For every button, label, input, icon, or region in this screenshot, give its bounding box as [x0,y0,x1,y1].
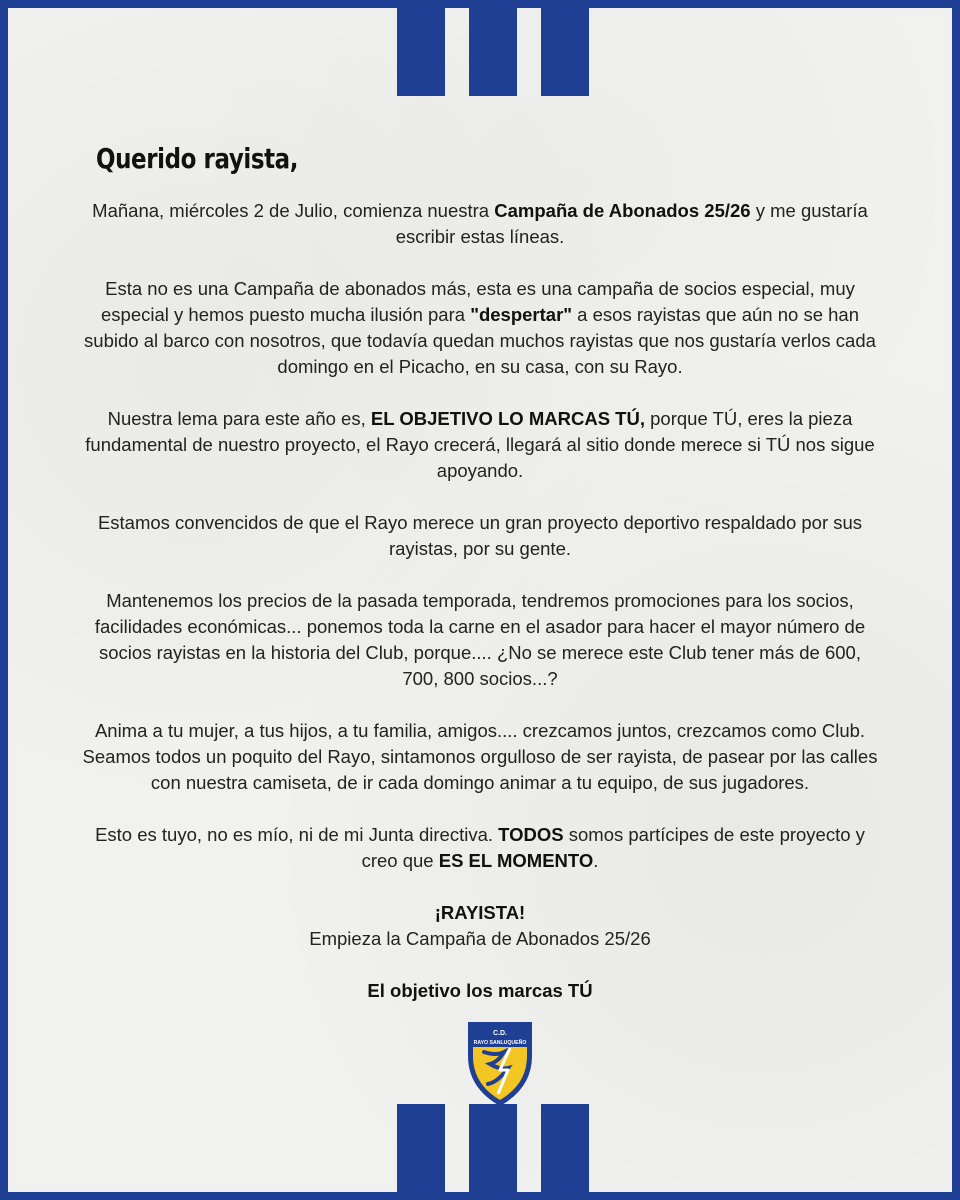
stripe [397,1104,445,1192]
text: y me gustaría escribir estas líneas. [395,200,868,247]
stripe [469,8,517,96]
bottom-stripes [397,1104,589,1192]
stripe [541,8,589,96]
text: porque TÚ, eres la pieza fundamental de nuestro proyecto, el Rayo crecerá, llegará al sitio donde merece si TÚ nos sigue apoyando. [85,408,875,481]
paragraph-prices: Mantenemos los precios de la pasada temporada, tendremos promociones para los socios, facilidades económicas... ponemos toda la carne en el asador para hacer el mayor número de socios rayistas en la historia del Club, porque.... ¿No se merece este Club tener más de 600, 700, 800 socios...? [94,590,866,689]
bold-text: Campaña de Abonados 25/26 [494,200,751,221]
bold-text: "despertar" [470,304,573,325]
paragraph-campaign [80,276,880,380]
paragraph-encourage: Anima a tu mujer, a tus hijos, a tu familia, amigos.... crezcamos juntos, crezcamos como Club. Seamos todos un poquito del Rayo, sintamonos orgulloso de ser rayista, de pasear por las calles con nuestra camiseta, de ir cada domingo animar a tu equipo, de sus jugadores. [82,720,878,793]
top-stripes [397,8,589,96]
stripe [469,1104,517,1192]
letter-body [80,198,880,1030]
stripe [397,8,445,96]
stripe [541,1104,589,1192]
crest-name-text: RAYO SANLUQUEÑO [473,1040,527,1046]
paragraph-convinced: Estamos convencidos de que el Rayo merece un gran proyecto deportivo respaldado por sus rayistas, por su gente. [97,512,863,559]
text: somos partícipes de este proyecto y creo que [361,824,865,871]
closing-motto: El objetivo los marcas TÚ [367,980,593,1001]
closing-block [80,900,880,952]
closing-exclaim: ¡RAYISTA! [434,902,526,923]
text: Esto es tuyo, no es mío, ni de mi Junta directiva. [95,824,499,845]
closing-motto-block [80,978,880,1004]
text: Nuestra lema para este año es, [107,408,371,429]
bold-text: ES EL MOMENTO [438,850,594,871]
crest-top-text: C.D. [493,1030,507,1037]
bold-text: TODOS [498,824,564,845]
bold-text: EL OBJETIVO LO MARCAS TÚ, [370,408,645,429]
text: a esos rayistas que aún no se han subido al barco con nosotros, que todavía quedan muchos rayistas que nos gustaría verlos cada domingo en el Picacho, en su casa, con su Rayo. [84,304,876,377]
text: Esta no es una Campaña de abonados más, esta es una campaña de socios especial, muy especial y hemos puesto mucha ilusión para [101,278,855,325]
paragraph-yours [80,822,880,874]
closing-line: Empieza la Campaña de Abonados 25/26 [309,928,651,949]
text: . [593,850,599,871]
club-crest [464,1018,536,1110]
paragraph-motto [80,406,880,484]
paragraph-intro [80,198,880,250]
text: Mañana, miércoles 2 de Julio, comienza nuestra [92,200,495,221]
letter-card [8,8,952,1192]
greeting-heading: Querido rayista, [96,142,299,175]
